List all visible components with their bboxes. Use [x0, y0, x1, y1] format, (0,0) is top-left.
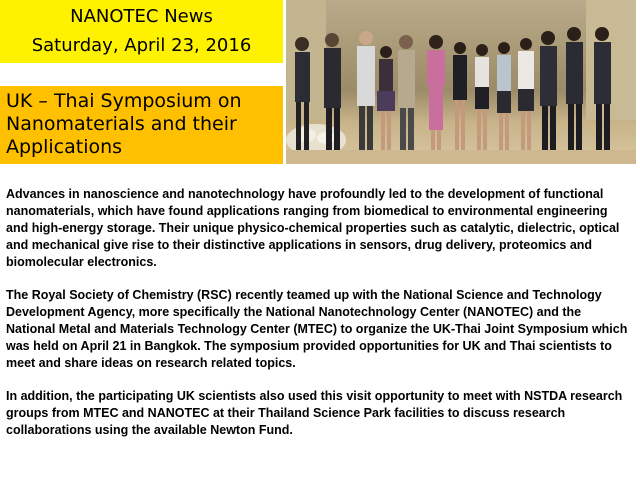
group-photo-image	[286, 0, 636, 164]
news-date: Saturday, April 23, 2016	[31, 35, 252, 56]
news-header-banner	[0, 0, 283, 63]
news-label: NANOTEC News	[70, 6, 213, 27]
group-photo	[286, 0, 636, 164]
article-body	[6, 186, 632, 455]
article-paragraph-3: In addition, the participating UK scientists also used this visit opportunity to meet with NSTDA research groups from MTEC and NANOTEC at their Thailand Science Park facilities to discuss research collaborations using the available Newton Fund.	[6, 389, 623, 437]
article-title-banner	[0, 86, 283, 164]
article-title: UK – Thai Symposium on Nanomaterials and their Applications	[6, 90, 242, 158]
article-paragraph-2: The Royal Society of Chemistry (RSC) recently teamed up with the National Science and Technology Development Agency, more specifically the National Nanotechnology Center (NANOTEC) and the National Metal and Materials Technology Center (MTEC) to organize the UK-Thai Joint Symposium which was held on April 21 in Bangkok. The symposium provided opportunities for UK and Thai scientists to meet and share ideas on research related topics.	[6, 288, 628, 370]
article-paragraph-1: Advances in nanoscience and nanotechnology have profoundly led to the development of functional nanomaterials, which have found applications ranging from biomedical to environmental engineering and high-energy storage. Their unique physico-chemical properties such as catalytic, dielectric, optical and mechanical give rise to their distinctive applications in sensors, drug delivery, proteomics and biomolecular electronics.	[6, 187, 620, 269]
